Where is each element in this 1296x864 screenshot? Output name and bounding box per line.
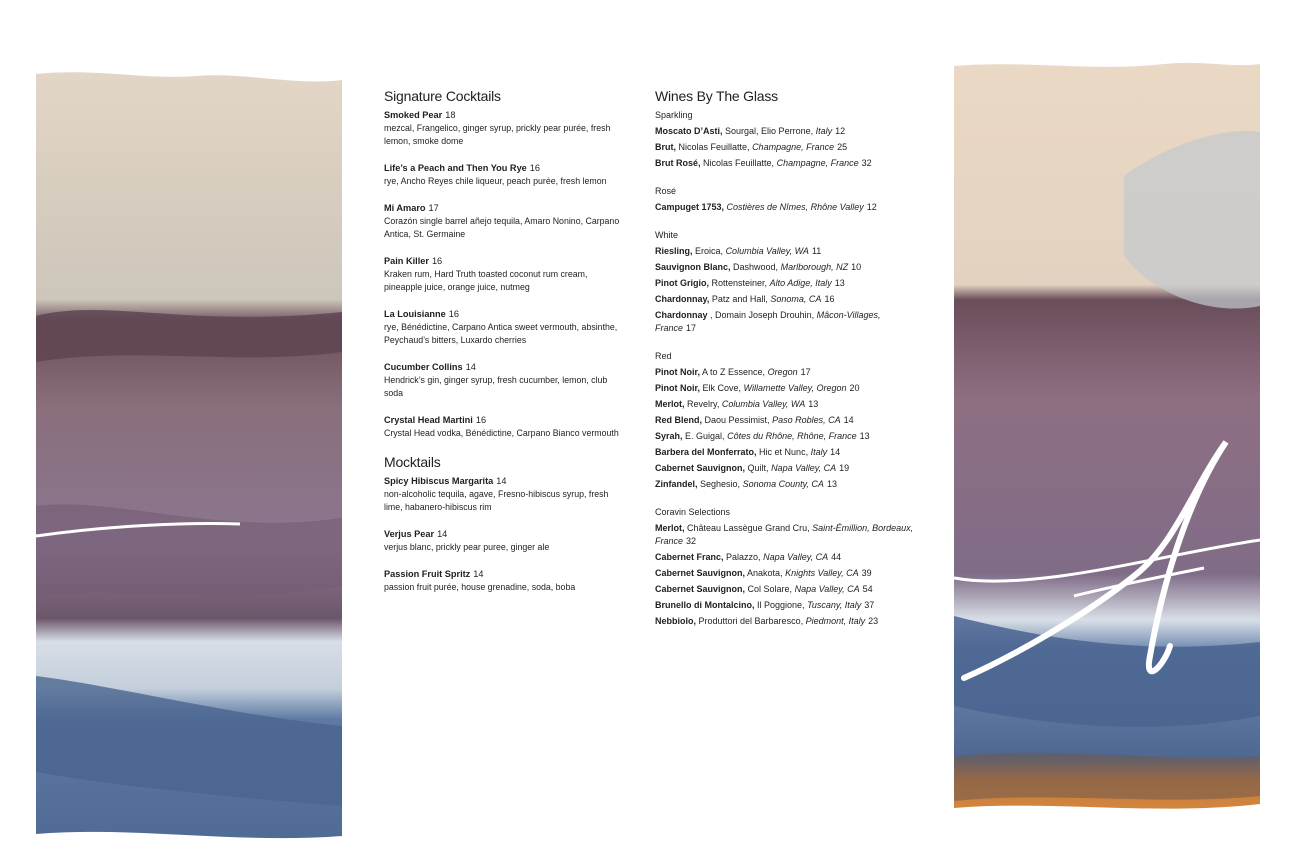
wine-price: 13 [859,431,870,441]
wine-item [655,430,915,443]
wine-item [655,583,915,596]
wine-region: Saint-Émillion, Bordeaux, France [655,523,914,546]
wine-producer: Rottensteiner, [711,278,768,288]
menu-item [384,475,624,514]
wine-name: Cabernet Franc, [655,552,724,562]
menu-item [384,568,624,594]
wine-price: 14 [843,415,854,425]
wine-item [655,599,915,612]
wine-name: Chardonnay, [655,294,710,304]
menu-item-price: 16 [475,415,487,425]
menu-item-name: Mi Amaro [384,203,426,213]
wine-name: Sauvignon Blanc, [655,262,731,272]
wine-section-label: Sparkling [655,110,693,120]
wine-name: Zinfandel, [655,479,698,489]
wine-price: 11 [811,246,822,256]
wine-producer: Il Poggione, [757,600,805,610]
wine-price: 44 [831,552,842,562]
menu-item-name: Pain Killer [384,256,429,266]
wine-name: Campuget 1753, [655,202,725,212]
menu-item [384,162,624,188]
wine-price: 17 [800,367,811,377]
menu-item-name: Life’s a Peach and Then You Rye [384,163,527,173]
menu-item-name: Spicy Hibiscus Margarita [384,476,494,486]
menu-item-name: Smoked Pear [384,110,443,120]
wine-region: Napa Valley, CA [771,463,837,473]
wine-producer: Quilt, [747,463,769,473]
menu-item-price: 17 [428,203,439,213]
menu-item-name: Cucumber Collins [384,362,463,372]
wine-section [655,229,915,335]
wine-producer: Elk Cove, [702,383,742,393]
wine-item [655,382,915,395]
menu-item-head [384,109,624,122]
wine-producer: Revelry, [687,399,720,409]
menu-item-head [384,162,624,175]
wine-name: Brut Rosé, [655,158,701,168]
wine-region: Paso Robles, CA [772,415,841,425]
menu-item-description: rye, Bénédictine, Carpano Antica sweet vermouth, absinthe, Peychaud’s bitters, Luxardo cherries [384,322,618,345]
menu-item-head [384,255,624,268]
menu-item [384,255,624,294]
menu-item [384,109,624,148]
wine-name: Pinot Grigio, [655,278,709,288]
wine-name: Chardonnay [655,310,708,320]
wine-item [655,261,915,274]
wine-price: 20 [849,383,860,393]
wine-region: Italy [810,447,828,457]
menu-item-name: La Louisianne [384,309,446,319]
wine-producer: Col Solare, [747,584,793,594]
menu-item-description: non-alcoholic tequila, agave, Fresno-hibiscus syrup, fresh lime, habanero-hibiscus rim [384,489,609,512]
menu-item-price: 16 [448,309,460,319]
wine-price: 25 [837,142,848,152]
menu-item-description: rye, Ancho Reyes chile liqueur, peach purée, fresh lemon [384,176,607,186]
wine-price: 12 [866,202,877,212]
menu-item-description: mezcal, Frangelico, ginger syrup, prickly pear purée, fresh lemon, smoke dome [384,123,611,146]
wine-producer: Hic et Nunc, [759,447,809,457]
wine-region: Napa Valley, CA [794,584,860,594]
wine-price: 32 [861,158,872,168]
wine-region: Sonoma, CA [770,294,822,304]
signature-cocktails-title: Signature Cocktails [384,88,501,104]
menu-item-head [384,528,624,541]
wine-producer: Anakota, [747,568,783,578]
wine-region: Alto Adige, Italy [769,278,832,288]
menu-item-description: Hendrick’s gin, ginger syrup, fresh cucumber, lemon, club soda [384,375,608,398]
right-watercolor-panel [954,56,1260,818]
wine-name: Barbera del Monferrato, [655,447,757,457]
wine-item [655,201,915,214]
wine-name: Red Blend, [655,415,703,425]
wine-region: Côtes du Rhône, Rhône, France [727,431,857,441]
wine-price: 13 [834,278,845,288]
wine-name: Brunello di Montalcino, [655,600,755,610]
wine-section [655,185,915,214]
wine-name: Riesling, [655,246,693,256]
wine-item [655,366,915,379]
wine-region: Champagne, France [752,142,835,152]
wine-section-label: Rosé [655,186,677,196]
wine-item [655,615,915,628]
menu-item-name: Verjus Pear [384,529,435,539]
menu-item-head [384,414,624,427]
wine-region: Marlborough, NZ [780,262,849,272]
wine-region: Oregon [767,367,798,377]
wines-column [655,88,915,643]
wine-name: Cabernet Sauvignon, [655,584,746,594]
menu-item [384,202,624,241]
wine-producer: Château Lassègue Grand Cru, [687,523,810,533]
menu-item-price: 14 [473,569,484,579]
wine-producer: Nicolas Feuillatte, [703,158,775,168]
menu-item [384,414,624,440]
wine-name: Brut, [655,142,676,152]
wine-name: Nebbiolo, [655,616,696,626]
wine-producer: Sourgal, Elio Perrone, [725,126,814,136]
wine-name: Pinot Noir, [655,367,700,377]
wine-item [655,551,915,564]
mocktails-title: Mocktails [384,454,441,470]
wine-region: Tuscany, Italy [807,600,862,610]
wine-section-label: White [655,230,679,240]
wine-section [655,109,915,170]
wine-name: Cabernet Sauvignon, [655,463,746,473]
wine-section [655,350,915,491]
menu-item-head [384,202,624,215]
wine-item [655,446,915,459]
wine-price: 23 [868,616,879,626]
wine-region: Sonoma County, CA [742,479,824,489]
menu-item-price: 16 [431,256,443,266]
wine-item [655,478,915,491]
wine-section-label: Coravin Selections [655,507,731,517]
wine-producer: E. Guigal, [685,431,725,441]
wine-region: Columbia Valley, WA [725,246,809,256]
wine-price: 54 [862,584,873,594]
wine-region: Italy [815,126,833,136]
wine-section [655,506,915,628]
wine-producer: Nicolas Feuillatte, [678,142,750,152]
wine-producer: Dashwood, [733,262,779,272]
wine-price: 10 [851,262,862,272]
wine-item [655,398,915,411]
right-watercolor-art [954,56,1260,818]
wine-producer: Patz and Hall, [711,294,768,304]
wine-price: 32 [686,536,697,546]
wine-region: Costières de Nîmes, Rhône Valley [726,202,864,212]
menu-item-price: 18 [445,110,456,120]
wine-item [655,293,915,306]
menu-item-price: 14 [496,476,507,486]
cocktails-column [384,88,624,608]
wine-producer: Daou Pessimist, [704,415,770,425]
wine-price: 14 [830,447,841,457]
wine-producer: A to Z Essence, [702,367,766,377]
menu-item-description: Corazón single barrel añejo tequila, Amaro Nonino, Carpano Antica, St. Germaine [384,216,620,239]
menu-item-description: Crystal Head vodka, Bénédictine, Carpano Bianco vermouth [384,428,619,438]
wine-producer: Eroica, [695,246,724,256]
menu-item-head [384,475,624,488]
menu-item [384,308,624,347]
wine-item [655,157,915,170]
wine-region: Willamette Valley, Oregon [743,383,847,393]
wine-name: Moscato D’Asti, [655,126,723,136]
wine-region: Piedmont, Italy [805,616,866,626]
wine-section-label: Red [655,351,672,361]
wine-name: Syrah, [655,431,683,441]
menu-item-description: passion fruit purée, house grenadine, soda, boba [384,582,576,592]
wine-name: Cabernet Sauvignon, [655,568,746,578]
wine-name: Merlot, [655,399,685,409]
wine-price: 12 [835,126,846,136]
wine-price: 17 [686,323,697,333]
wine-price: 13 [826,479,837,489]
wine-producer: Palazzo, [726,552,761,562]
wine-item [655,462,915,475]
wine-region: Champagne, France [776,158,859,168]
wine-item [655,277,915,290]
wine-region: Columbia Valley, WA [721,399,806,409]
wine-region: Napa Valley, CA [763,552,829,562]
wine-price: 19 [839,463,850,473]
menu-item-name: Crystal Head Martini [384,415,473,425]
wine-price: 37 [864,600,875,610]
wine-price: 39 [861,568,872,578]
menu-item-price: 14 [465,362,476,372]
wine-name: Pinot Noir, [655,383,700,393]
menu-item-description: verjus blanc, prickly pear puree, ginger ale [384,542,550,552]
menu-item-price: 14 [437,529,448,539]
wine-list [655,109,915,628]
wine-item [655,245,915,258]
wines-by-the-glass-title: Wines By The Glass [655,88,778,104]
menu-item [384,528,624,554]
menu-item-description: Kraken rum, Hard Truth toasted coconut rum cream, pineapple juice, orange juice, nutmeg [384,269,588,292]
wine-price: 16 [824,294,835,304]
wine-price: 13 [808,399,819,409]
wine-item [655,522,915,548]
left-watercolor-panel [36,66,342,844]
wine-region: Mâcon-Villages, France [655,310,881,333]
wine-item [655,125,915,138]
menu-item-head [384,308,624,321]
cocktail-list [384,109,624,440]
mocktail-list [384,475,624,594]
wine-name: Merlot, [655,523,685,533]
wine-producer: , Domain Joseph Drouhin, [710,310,815,320]
menu-item [384,361,624,400]
wine-item [655,309,915,335]
wine-region: Knights Valley, CA [785,568,859,578]
left-watercolor-art [36,66,342,844]
wine-item [655,141,915,154]
menu-item-name: Passion Fruit Spritz [384,569,471,579]
menu-item-price: 16 [529,163,541,173]
menu-item-head [384,361,624,374]
menu-item-head [384,568,624,581]
wine-producer: Produttori del Barbaresco, [698,616,804,626]
wine-item [655,567,915,580]
wine-item [655,414,915,427]
wine-producer: Seghesio, [700,479,741,489]
